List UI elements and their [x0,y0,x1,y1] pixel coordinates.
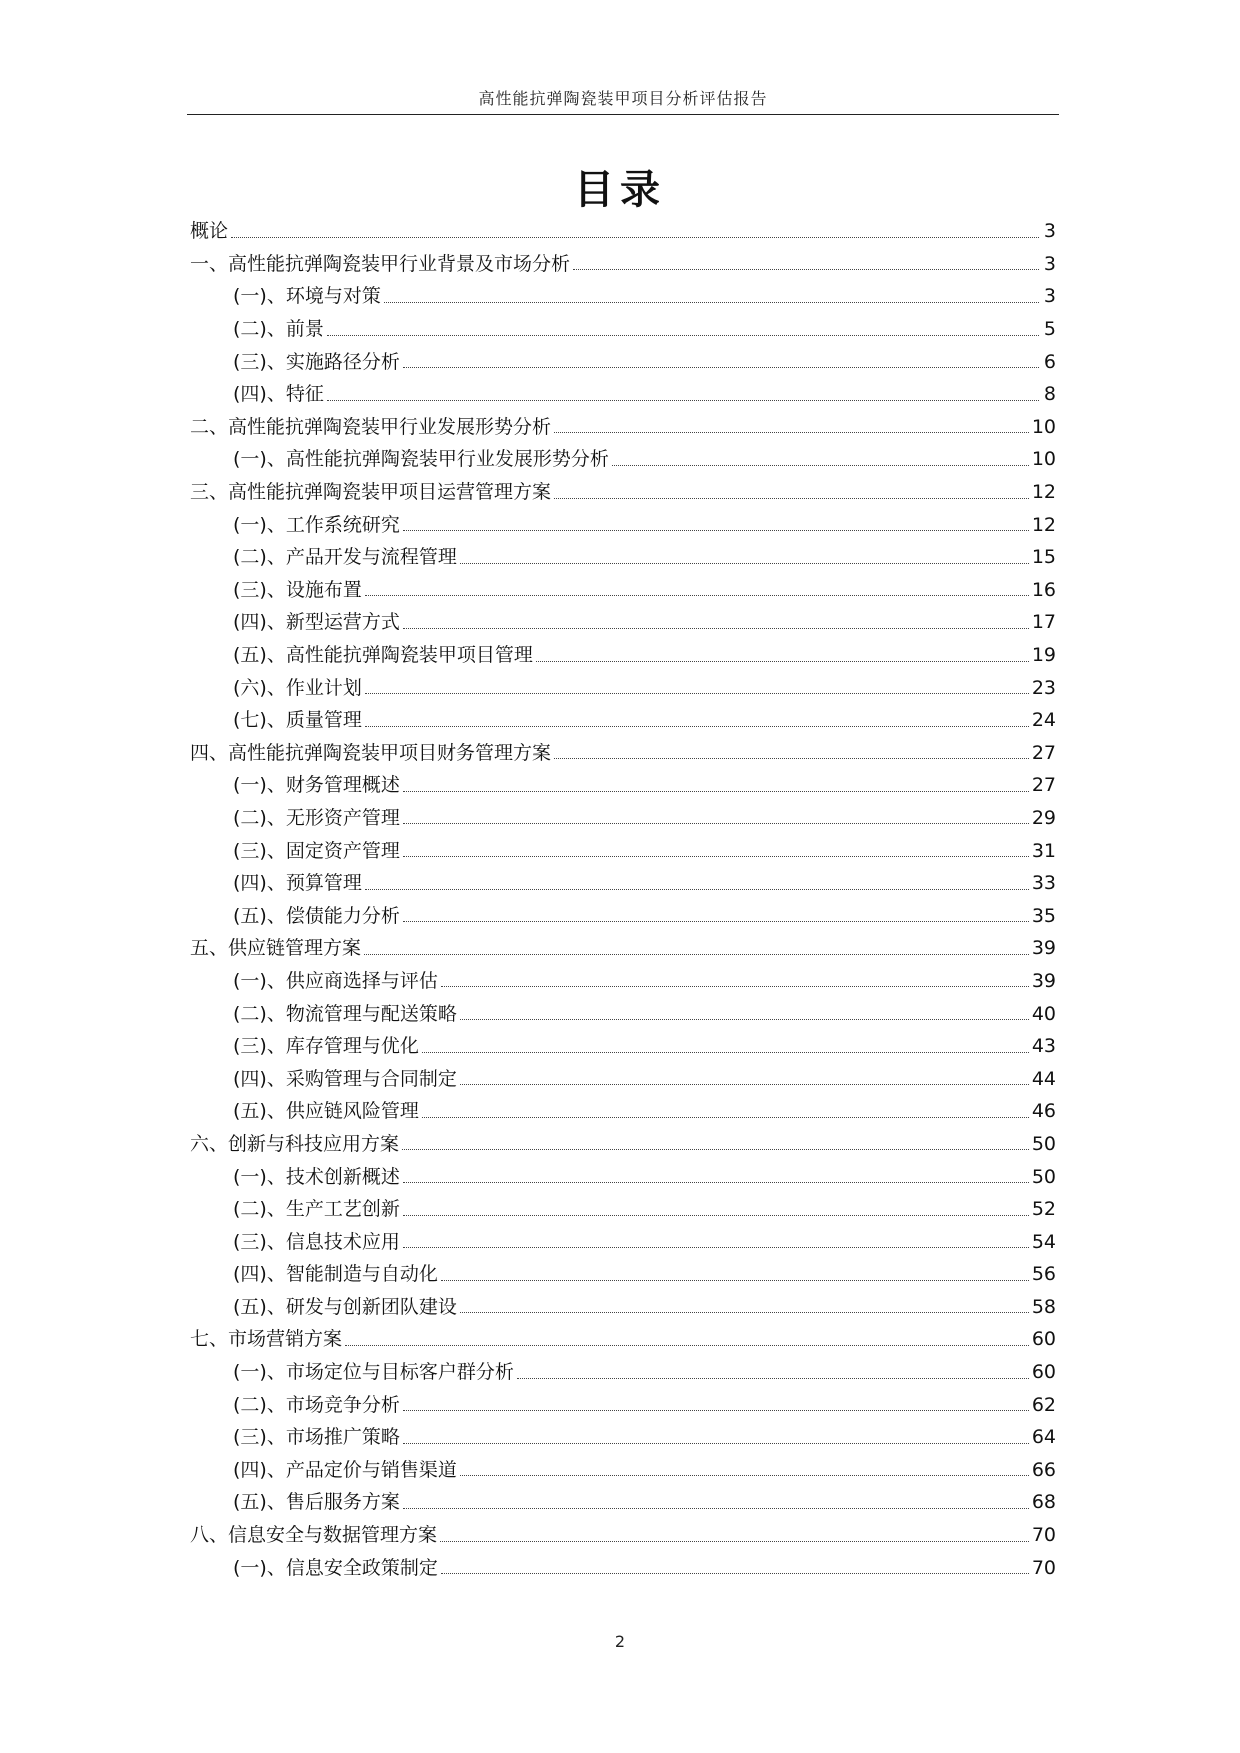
toc-entry-page-number: 39 [1031,969,1056,992]
toc-subsection-entry[interactable] [190,1291,1056,1324]
toc-entry-label: (一)、高性能抗弹陶瓷装甲行业发展形势分析 [233,448,609,471]
toc-entry-label: (二)、前景 [233,318,324,341]
toc-dot-leader [403,367,1039,368]
toc-entry-label: 五、供应链管理方案 [190,937,362,960]
toc-subsection-entry[interactable] [190,769,1056,802]
toc-entry-label: (三)、固定资产管理 [233,839,400,862]
toc-entry-label: (一)、供应商选择与评估 [233,969,438,992]
page-number: 2 [614,1632,626,1651]
toc-entry-label: (二)、市场竞争分析 [233,1393,400,1416]
toc-entry-page-number: 27 [1031,741,1056,764]
toc-entry-label: (二)、物流管理与配送策略 [233,1002,457,1025]
toc-entry-page-number: 70 [1031,1524,1056,1547]
toc-dot-leader [403,530,1029,531]
toc-dot-leader [365,726,1029,727]
toc-entry-label: (三)、实施路径分析 [233,350,400,373]
toc-title: 目录 [574,167,666,213]
toc-entry-page-number: 3 [1043,252,1056,275]
toc-entry-label: 二、高性能抗弹陶瓷装甲行业发展形势分析 [190,415,552,438]
toc-entry-page-number: 27 [1031,774,1056,797]
toc-dot-leader [403,628,1029,629]
toc-entry-label: (五)、偿债能力分析 [233,904,400,927]
toc-entry-page-number: 3 [1043,220,1056,243]
toc-entry-page-number: 5 [1043,318,1056,341]
toc-entry-page-number: 66 [1031,1458,1056,1481]
toc-section-entry[interactable] [190,932,1056,965]
toc-dot-leader [403,1182,1029,1183]
table-of-contents [190,215,1056,1584]
toc-entry-label: (五)、售后服务方案 [233,1491,400,1514]
toc-entry-label: (四)、特征 [233,383,324,406]
toc-dot-leader [384,302,1039,303]
toc-dot-leader [536,661,1029,662]
toc-entry-page-number: 50 [1031,1132,1056,1155]
toc-entry-page-number: 46 [1031,1100,1056,1123]
toc-entry-page-number: 64 [1031,1426,1056,1449]
toc-dot-leader [460,563,1029,564]
toc-subsection-entry[interactable] [190,1193,1056,1226]
toc-entry-label: 三、高性能抗弹陶瓷装甲项目运营管理方案 [190,481,552,504]
toc-entry-page-number: 43 [1031,1035,1056,1058]
toc-entry-page-number: 19 [1031,644,1056,667]
toc-dot-leader [403,823,1029,824]
toc-entry-page-number: 15 [1031,546,1056,569]
toc-entry-page-number: 44 [1031,1067,1056,1090]
toc-entry-page-number: 52 [1031,1198,1056,1221]
toc-subsection-entry[interactable] [190,899,1056,932]
toc-dot-leader [554,432,1029,433]
toc-entry-page-number: 31 [1031,839,1056,862]
toc-dot-leader [460,1312,1029,1313]
toc-dot-leader [517,1378,1029,1379]
toc-dot-leader [460,1019,1029,1020]
toc-entry-label: 概论 [190,220,229,243]
toc-section-entry[interactable] [190,476,1056,509]
toc-entry-label: (二)、无形资产管理 [233,806,400,829]
toc-entry-label: (一)、工作系统研究 [233,513,400,536]
toc-dot-leader [403,1508,1029,1509]
toc-entry-page-number: 70 [1031,1556,1056,1579]
toc-dot-leader [554,498,1029,499]
toc-dot-leader [460,1475,1029,1476]
toc-entry-label: 八、信息安全与数据管理方案 [190,1524,438,1547]
toc-subsection-entry[interactable] [190,704,1056,737]
toc-subsection-entry[interactable] [190,1551,1056,1584]
toc-entry-page-number: 6 [1043,350,1056,373]
toc-dot-leader [402,1149,1029,1150]
toc-subsection-entry[interactable] [190,1454,1056,1487]
toc-entry-label: (五)、供应链风险管理 [233,1100,419,1123]
toc-entry-label: (一)、技术创新概述 [233,1165,400,1188]
toc-entry-label: (五)、高性能抗弹陶瓷装甲项目管理 [233,644,533,667]
toc-entry-page-number: 16 [1031,578,1056,601]
toc-subsection-entry[interactable] [190,606,1056,639]
toc-entry-label: (六)、作业计划 [233,676,362,699]
toc-dot-leader [612,465,1029,466]
toc-entry-page-number: 50 [1031,1165,1056,1188]
toc-dot-leader [345,1345,1029,1346]
toc-dot-leader [365,693,1029,694]
toc-subsection-entry[interactable] [190,280,1056,313]
toc-entry-label: (四)、预算管理 [233,872,362,895]
toc-dot-leader [364,954,1029,955]
toc-subsection-entry[interactable] [190,574,1056,607]
toc-subsection-entry[interactable] [190,345,1056,378]
toc-entry-page-number: 17 [1031,611,1056,634]
toc-dot-leader [365,595,1029,596]
toc-dot-leader [554,758,1029,759]
toc-entry-page-number: 10 [1031,448,1056,471]
toc-entry-label: (四)、产品定价与销售渠道 [233,1458,457,1481]
toc-entry-page-number: 12 [1031,481,1056,504]
toc-entry-label: (二)、生产工艺创新 [233,1198,400,1221]
toc-dot-leader [365,889,1029,890]
toc-section-entry[interactable] [190,411,1056,444]
toc-entry-label: (七)、质量管理 [233,709,362,732]
toc-entry-page-number: 10 [1031,415,1056,438]
toc-subsection-entry[interactable] [190,1030,1056,1063]
toc-dot-leader [422,1117,1029,1118]
toc-dot-leader [422,1052,1029,1053]
toc-entry-label: (一)、环境与对策 [233,285,381,308]
toc-section-entry[interactable] [190,737,1056,770]
toc-section-entry[interactable] [190,1519,1056,1552]
toc-subsection-entry[interactable] [190,313,1056,346]
toc-subsection-entry[interactable] [190,671,1056,704]
toc-entry-page-number: 23 [1031,676,1056,699]
toc-dot-leader [403,791,1029,792]
toc-subsection-entry[interactable] [190,1421,1056,1454]
toc-dot-leader [403,856,1029,857]
toc-dot-leader [441,1573,1029,1574]
toc-entry-page-number: 68 [1031,1491,1056,1514]
toc-subsection-entry[interactable] [190,443,1056,476]
toc-subsection-entry[interactable] [190,639,1056,672]
toc-entry-page-number: 29 [1031,806,1056,829]
toc-entry-page-number: 56 [1031,1263,1056,1286]
toc-entry-page-number: 39 [1031,937,1056,960]
toc-entry-label: (三)、设施布置 [233,578,362,601]
toc-section-entry[interactable] [190,1323,1056,1356]
toc-entry-page-number: 24 [1031,709,1056,732]
toc-entry-label: (四)、智能制造与自动化 [233,1263,438,1286]
toc-entry-page-number: 62 [1031,1393,1056,1416]
toc-entry-label: (四)、采购管理与合同制定 [233,1067,457,1090]
toc-dot-leader [403,921,1029,922]
toc-entry-page-number: 8 [1043,383,1056,406]
toc-entry-page-number: 12 [1031,513,1056,536]
toc-entry-label: (一)、市场定位与目标客户群分析 [233,1361,514,1384]
toc-entry-label: 七、市场营销方案 [190,1328,343,1351]
toc-dot-leader [403,1215,1029,1216]
toc-dot-leader [231,237,1039,238]
toc-subsection-entry[interactable] [190,802,1056,835]
toc-subsection-entry[interactable] [190,1095,1056,1128]
toc-subsection-entry[interactable] [190,1258,1056,1291]
toc-section-entry[interactable] [190,248,1056,281]
toc-entry-page-number: 60 [1031,1328,1056,1351]
toc-subsection-entry[interactable] [190,1486,1056,1519]
toc-entry-label: 六、创新与科技应用方案 [190,1132,400,1155]
toc-subsection-entry[interactable] [190,1062,1056,1095]
toc-subsection-entry[interactable] [190,1388,1056,1421]
toc-subsection-entry[interactable] [190,541,1056,574]
toc-entry-page-number: 33 [1031,872,1056,895]
toc-section-entry[interactable] [190,215,1056,248]
running-header: 高性能抗弹陶瓷装甲项目分析评估报告 [478,89,768,108]
toc-dot-leader [403,1410,1029,1411]
toc-entry-label: (三)、信息技术应用 [233,1230,400,1253]
toc-subsection-entry[interactable] [190,508,1056,541]
toc-entry-label: 四、高性能抗弹陶瓷装甲项目财务管理方案 [190,741,552,764]
toc-subsection-entry[interactable] [190,867,1056,900]
toc-subsection-entry[interactable] [190,1160,1056,1193]
toc-entry-label: (一)、财务管理概述 [233,774,400,797]
toc-dot-leader [441,1280,1029,1281]
toc-entry-page-number: 58 [1031,1295,1056,1318]
toc-entry-page-number: 54 [1031,1230,1056,1253]
toc-dot-leader [573,269,1039,270]
toc-subsection-entry[interactable] [190,1225,1056,1258]
header-divider [187,114,1059,115]
toc-dot-leader [441,986,1029,987]
toc-dot-leader [403,1247,1029,1248]
toc-entry-page-number: 3 [1043,285,1056,308]
toc-entry-label: (一)、信息安全政策制定 [233,1556,438,1579]
toc-entry-label: (四)、新型运营方式 [233,611,400,634]
toc-dot-leader [327,335,1039,336]
toc-subsection-entry[interactable] [190,965,1056,998]
toc-dot-leader [440,1541,1029,1542]
toc-entry-label: 一、高性能抗弹陶瓷装甲行业背景及市场分析 [190,252,571,275]
toc-entry-page-number: 35 [1031,904,1056,927]
toc-entry-label: (三)、库存管理与优化 [233,1035,419,1058]
toc-subsection-entry[interactable] [190,834,1056,867]
toc-dot-leader [327,400,1039,401]
toc-section-entry[interactable] [190,1128,1056,1161]
toc-subsection-entry[interactable] [190,997,1056,1030]
toc-entry-label: (二)、产品开发与流程管理 [233,546,457,569]
toc-entry-label: (五)、研发与创新团队建设 [233,1295,457,1318]
toc-entry-page-number: 40 [1031,1002,1056,1025]
toc-subsection-entry[interactable] [190,1356,1056,1389]
toc-dot-leader [460,1084,1029,1085]
toc-dot-leader [403,1443,1029,1444]
toc-entry-label: (三)、市场推广策略 [233,1426,400,1449]
toc-subsection-entry[interactable] [190,378,1056,411]
toc-entry-page-number: 60 [1031,1361,1056,1384]
